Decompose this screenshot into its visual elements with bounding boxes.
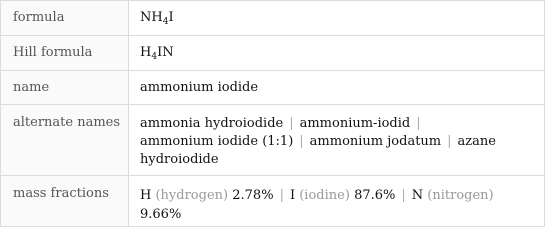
alternate-names-row	[1, 104, 544, 175]
hill-subscript: 4	[151, 52, 158, 62]
separator: |	[447, 134, 452, 149]
alternate-name: azane	[457, 134, 496, 149]
formula-part-1: NH	[140, 10, 163, 25]
mass-fractions-row	[1, 175, 544, 226]
fraction-value: 87.6%	[354, 188, 396, 203]
separator: |	[401, 188, 406, 203]
hill-formula-label: Hill formula	[1, 36, 129, 70]
separator: |	[416, 116, 421, 131]
separator: |	[299, 134, 304, 149]
mass-fractions-value	[129, 176, 544, 226]
fraction-value: 9.66%	[140, 207, 182, 222]
formula-value	[129, 1, 544, 35]
hill-formula-value	[129, 36, 544, 70]
hill-part-1: H	[140, 45, 152, 60]
alternate-names-value	[129, 105, 544, 175]
alternate-name: ammonium jodatum	[309, 134, 442, 149]
hill-formula-row	[1, 35, 544, 70]
formula-subscript: 4	[162, 17, 169, 27]
name-row	[1, 70, 544, 104]
formula-row	[1, 1, 544, 35]
alternate-names-label: alternate names	[1, 105, 129, 175]
alternate-name-continued: hydroiodide	[140, 152, 219, 167]
element-symbol: I	[289, 188, 296, 203]
formula-label: formula	[1, 1, 129, 35]
element-name: (hydrogen)	[155, 188, 229, 203]
alternate-name: ammonium iodide (1:1)	[140, 134, 294, 149]
fraction-value: 2.78%	[232, 188, 274, 203]
alternate-name: ammonia hydroiodide	[140, 116, 284, 131]
hill-part-2: IN	[157, 45, 174, 60]
name-value: ammonium iodide	[140, 80, 259, 95]
mass-fractions-label: mass fractions	[1, 176, 129, 226]
name-label: name	[1, 71, 129, 104]
formula-part-2: I	[168, 10, 174, 25]
element-name: (nitrogen)	[427, 188, 494, 203]
element-name: (iodine)	[299, 188, 350, 203]
element-symbol: H	[140, 188, 152, 203]
separator: |	[289, 116, 294, 131]
element-symbol: N	[411, 188, 424, 203]
alternate-name: ammonium-iodid	[299, 116, 411, 131]
separator: |	[279, 188, 284, 203]
